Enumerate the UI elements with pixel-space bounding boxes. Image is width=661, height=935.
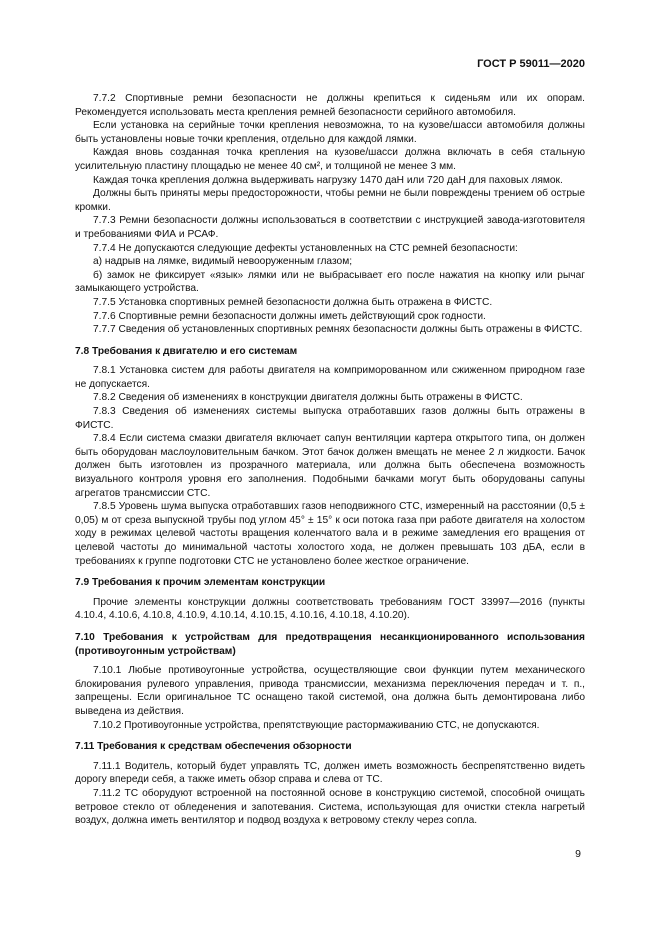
document-header: ГОСТ Р 59011—2020 — [477, 58, 585, 70]
paragraph: Должны быть приняты меры предосторожности, чтобы ремни не были повреждены трением об острые кромки. — [75, 188, 585, 213]
section-heading: 7.9 Требования к прочим элементам конструкции — [75, 577, 326, 589]
paragraph: Каждая точка крепления должна выдерживать нагрузку 1470 даН или 720 даН для паховых лямок. — [93, 174, 563, 186]
section-heading: 7.11 Требования к средствам обеспечения обзорности — [75, 741, 352, 753]
paragraph: 7.7.4 Не допускаются следующие дефекты установленных на СТС ремней безопасности: — [93, 242, 518, 254]
paragraph: 7.7.2 Спортивные ремни безопасности не должны крепиться к сиденьям или их опорам. Рекомендуется использовать места крепления ремней безопасности серийного автомобиля. — [75, 93, 585, 118]
paragraph: 7.8.1 Установка систем для работы двигателя на комприморованном или сжиженном природном газе не допускается. — [75, 365, 585, 390]
section-heading: 7.8 Требования к двигателю и его системам — [75, 345, 298, 357]
paragraph: 7.7.7 Сведения об установленных спортивных ремнях безопасности должны быть отражены в ФИСТС. — [93, 324, 583, 336]
paragraph: 7.11.2 ТС оборудуют встроенной на постоянной основе в конструкцию системой, способной очищать ветровое стекло от обледенения и запотевания. Система, использующая для очистки стекла нагретый воздух, должна иметь вентилятор и подвод воздуха к ветровому стеклу через сопла. — [75, 787, 585, 827]
paragraph: 7.7.3 Ремни безопасности должны использоваться в соответствии с инструкцией завода-изготовителя и требованиями ФИА и РСАФ. — [75, 215, 585, 240]
paragraph: Прочие элементы конструкции должны соответствовать требованиям ГОСТ 33997—2016 (пункты 4.10.4, 4.10.6, 4.10.8, 4.10.9, 4.10.14, 4.10.15, 4.10.16, 4.10.18, 4.10.20). — [75, 596, 585, 622]
paragraph: 7.10.2 Противоугонные устройства, препятствующие растормаживанию СТС, не допускаются. — [93, 719, 540, 731]
paragraph: а) надрыв на лямке, видимый невооруженным глазом; — [93, 256, 353, 268]
page-number: 9 — [575, 848, 581, 860]
paragraph: 7.11.1 Водитель, который будет управлять ТС, должен иметь возможность беспрепятственно видеть дорогу впереди себя, а также иметь обзор справа и слева от ТС. — [75, 760, 585, 786]
paragraph: 7.8.5 Уровень шума выпуска отработавших газов неподвижного СТС, измеренный на расстоянии (0,5 ± 0,05) м от среза выпускной трубы под углом 45° ± 15° к оси потока газа при работе двигателя на холостом ходу в режимах целевой частоты вращения коленчатого вала и в режиме замедления его вращения от целевой частоты до минимальной частоты холостого хода, не должен превышать 103 дБА, если в требованиях к группе подготовки СТС не установлено более жесткое ограничение. — [75, 501, 585, 567]
paragraph: 7.7.5 Установка спортивных ремней безопасности должна быть отражена в ФИСТС. — [93, 296, 493, 308]
document-body — [75, 92, 585, 828]
paragraph: 7.8.2 Сведения об изменениях в конструкции двигателя должны быть отражены в ФИСТС. — [93, 392, 523, 404]
paragraph: Каждая вновь созданная точка крепления на кузове/шасси должна включать в себя стальную усилительную пластину площадью не менее 40 см², и толщиной не менее 3 мм. — [75, 147, 585, 172]
section-heading: 7.10 Требования к устройствам для предотвращения несанкционированного использования (противоугонным устройствам) — [75, 631, 585, 657]
paragraph: 7.7.6 Спортивные ремни безопасности должны иметь действующий срок годности. — [93, 310, 486, 322]
paragraph: 7.8.3 Сведения об изменениях системы выпуска отработавших газов должны быть отражены в ФИСТС. — [75, 406, 585, 431]
paragraph: 7.8.4 Если система смазки двигателя включает сапун вентиляции картера открытого типа, он должен быть оборудован маслоуловительным бачком. Этот бачок должен вмещать не менее 2 л жидкости. Бачок должен быть изготовлен из прозрачного материала, или должна быть обеспечена возможность визуального контроля уровня его заполнения. Подобными бачками могут быть оборудованы сапуны агрегатов трансмиссии СТС. — [75, 433, 585, 499]
paragraph: б) замок не фиксирует «язык» лямки или не выбрасывает его после нажатия на кнопку или рычаг замыкающего устройства. — [75, 269, 585, 295]
paragraph: 7.10.1 Любые противоугонные устройства, осуществляющие свои функции путем механического блокирования рулевого управления, привода трансмиссии, механизма переключения передач и т. п., запрещены. Если оригинальное ТС оснащено такой системой, она должна быть демонтирована либо выведена из действия. — [75, 665, 585, 717]
paragraph: Если установка на серийные точки крепления невозможна, то на кузове/шасси автомобиля должны быть установлены новые точки крепления, отдельно для каждой лямки. — [75, 120, 585, 145]
